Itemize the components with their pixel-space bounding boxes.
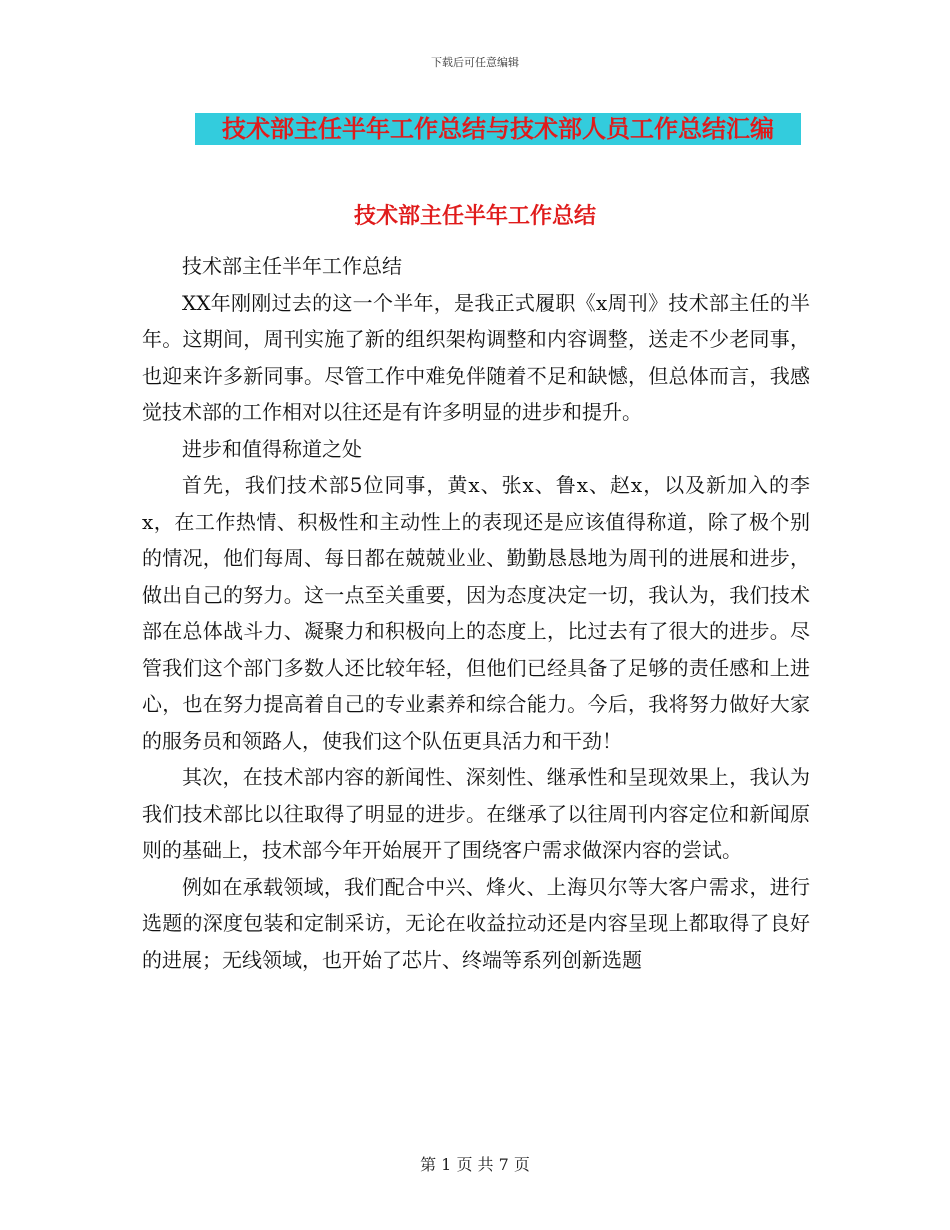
document-body [142,248,810,978]
paragraph-subtitle: 技术部主任半年工作总结 [182,254,402,278]
paragraph-example: 例如在承载领域，我们配合中兴、烽火、上海贝尔等大客户需求，进行选题的深度包装和定制采访，无论在收益拉动还是内容呈现上都取得了良好的进展；无线领域，也开始了芯片、终端等系列创新选题 [142,874,810,972]
document-title: 技术部主任半年工作总结与技术部人员工作总结汇编 [195,113,801,145]
page-number-footer: 第 1 页 共 7 页 [420,1155,530,1174]
paragraph-heading-progress: 进步和值得称道之处 [182,436,362,461]
section-title: 技术部主任半年工作总结 [353,203,596,229]
paragraph-intro: XX年刚刚过去的这一个半年，是我正式履职《x周刊》技术部主任的半年。这期间，周刊实施了新的组织架构调整和内容调整，送走不少老同事，也迎来许多新同事。尽管工作中难免伴随着不足和缺憾，但总体而言，我感觉技术部的工作相对以往还是有许多明显的进步和提升。 [142,290,810,424]
paragraph-first: 首先，我们技术部5位同事，黄x、张x、鲁x、赵x，以及新加入的李x，在工作热情、积极性和主动性上的表现还是应该值得称道，除了极个别的情况，他们每周、每日都在兢兢业业、勤勤恳恳地为周刊的进展和进步，做出自己的努力。这一点至关重要，因为态度决定一切，我认为，我们技术部在总体战斗力、凝聚力和积极向上的态度上，比过去有了很大的进步。尽管我们这个部门多数人还比较年轻，但他们已经具备了足够的责任感和上进心，也在努力提高着自己的专业素养和综合能力。今后，我将努力做好大家的服务员和领路人，使我们这个队伍更具活力和干劲！ [142,473,810,753]
page-header-note: 下载后可任意编辑 [431,56,519,69]
paragraph-second: 其次，在技术部内容的新闻性、深刻性、继承性和呈现效果上，我认为我们技术部比以往取得了明显的进步。在继承了以往周刊内容定位和新闻原则的基础上，技术部今年开始展开了围绕客户需求做深内容的尝试。 [142,765,810,862]
